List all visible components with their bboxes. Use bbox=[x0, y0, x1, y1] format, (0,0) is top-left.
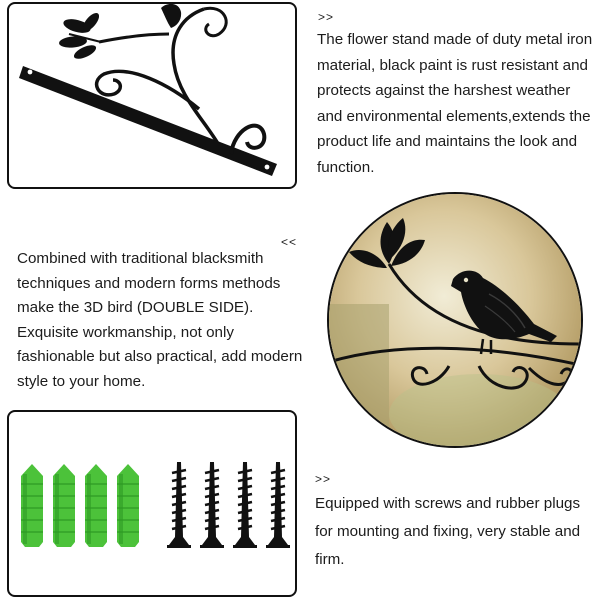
bracket-illustration bbox=[9, 4, 297, 189]
mounting-hole-icon bbox=[265, 165, 270, 170]
rubber-plug-icon bbox=[21, 464, 43, 547]
hardware-description: Equipped with screws and rubber plugs for mounting and fixing, very stable and firm. bbox=[315, 495, 581, 568]
screw-icon bbox=[167, 462, 191, 548]
bracket-photo bbox=[7, 2, 297, 189]
section-arrow: >> bbox=[318, 10, 335, 24]
hardware-photo bbox=[7, 410, 297, 597]
bracket-branch bbox=[99, 34, 169, 42]
background-blur bbox=[329, 304, 389, 448]
rubber-plug-icon bbox=[117, 464, 139, 547]
hardware-illustration bbox=[9, 412, 297, 597]
section-arrow: >> bbox=[315, 472, 332, 486]
rubber-plug-icon bbox=[53, 464, 75, 547]
mounting-hole-icon bbox=[28, 70, 33, 75]
material-description: The flower stand made of duty metal iron material, black paint is rust resistant and protects against the harshest weather and environmental elements,extends the product life and maintains the look and function. bbox=[317, 31, 593, 176]
design-description: Combined with traditional blacksmith techniques and modern forms methods make the 3D bird (DOUBLE SIDE). Exquisite workmanship, not only fashionable but also practical, add modern style to your home. bbox=[17, 250, 303, 390]
screw-icon bbox=[266, 462, 290, 548]
section-arrow: << bbox=[281, 235, 298, 249]
screw-icon bbox=[200, 462, 224, 548]
bird-silhouette bbox=[161, 4, 181, 28]
screw-icon bbox=[233, 462, 257, 548]
bracket-curl bbox=[204, 8, 226, 36]
bracket-bar bbox=[19, 66, 277, 176]
bird-closeup-photo bbox=[327, 192, 583, 448]
bird-closeup-illustration bbox=[329, 194, 583, 448]
rubber-plug-icon bbox=[85, 464, 107, 547]
bird-eye bbox=[464, 278, 468, 282]
